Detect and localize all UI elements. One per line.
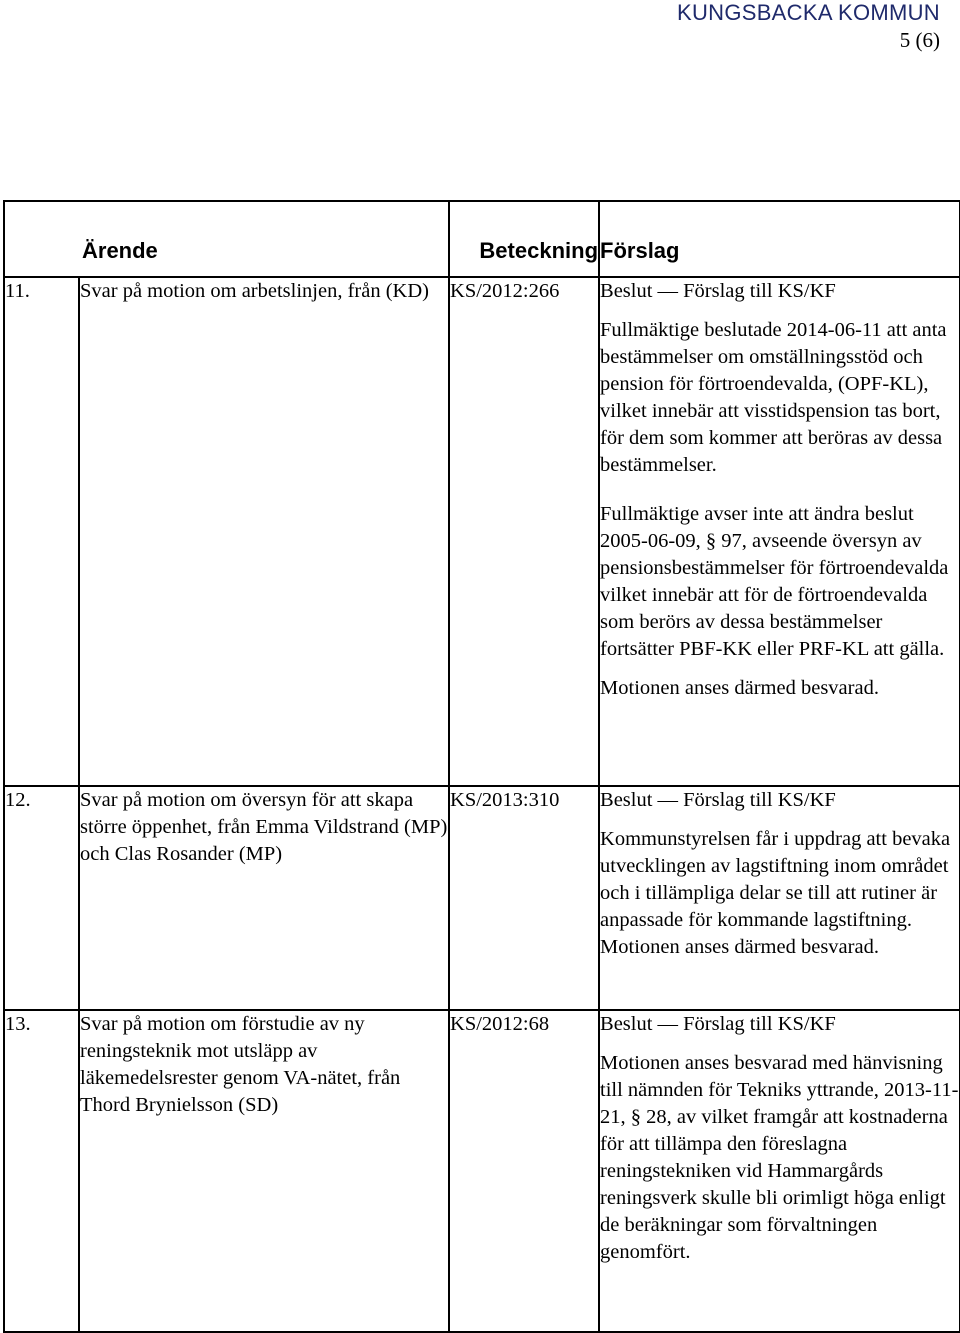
proposal-conclusion: Motionen anses därmed besvarad. [600,677,879,699]
item-number: 11. [4,277,79,786]
item-proposal [599,277,960,786]
table-row [4,786,960,1010]
item-reference: KS/2013:310 [449,786,599,1010]
agenda-table [3,200,960,1333]
proposal-paragraph: Fullmäktige beslutade 2014-06-11 att anta bestämmelser om omställningsstöd och pension för förtroendevalda, (OPF-KL), vilket innebär att visstidspension tas bort, för dem som kommer att beröras av dessa bestämmelser. [600,319,947,476]
page-number: 5 (6) [899,28,940,52]
decision-heading: Beslut — Förslag till KS/KF [600,280,836,302]
item-proposal [599,1010,960,1332]
organization-name: KUNGSBACKA KOMMUN [676,0,940,25]
table-header-row [4,201,960,277]
column-header-forslag: Förslag [599,201,960,277]
item-title: Svar på motion om förstudie av ny reningsteknik mot utsläpp av läkemedelsrester genom VA-nätet, från Thord Brynielsson (SD) [79,1010,449,1332]
column-header-arende: Ärende [4,201,449,277]
item-reference: KS/2012:68 [449,1010,599,1332]
proposal-paragraph: Motionen anses besvarad med hänvisning till nämnden för Tekniks yttrande, 2013-11-21, § 28, av vilket framgår att kostnaderna för att tillämpa den föreslagna reningstekniken vid Hammargårds reningsverk skulle bli orimligt höga enligt de beräkningar som förvaltningen genomfört. [600,1052,959,1263]
item-proposal [599,786,960,1010]
item-title: Svar på motion om arbetslinjen, från (KD) [79,277,449,786]
table-row [4,1010,960,1332]
column-header-beteckning: Beteckning [449,201,599,277]
proposal-paragraph: Kommunstyrelsen får i uppdrag att bevaka utvecklingen av lagstiftning inom området och i tillämpliga delar se till att rutiner är anpassade för kommande lagstiftning. [600,828,951,931]
table-row [4,277,960,786]
decision-heading: Beslut — Förslag till KS/KF [600,1013,836,1035]
decision-heading: Beslut — Förslag till KS/KF [600,789,836,811]
proposal-conclusion: Motionen anses därmed besvarad. [600,936,879,958]
item-number: 12. [4,786,79,1010]
proposal-paragraph: Fullmäktige avser inte att ändra beslut 2005-06-09, § 97, avseende översyn av pensionsbestämmelser för förtroendevalda vilket innebär att för de förtroendevalda som berörs av dessa bestämmelser fortsätter PBF-KK eller PRF-KL att gälla. [600,503,949,660]
item-reference: KS/2012:266 [449,277,599,786]
item-title: Svar på motion om översyn för att skapa större öppenhet, från Emma Vildstrand (MP) och Clas Rosander (MP) [79,786,449,1010]
item-number: 13. [4,1010,79,1332]
